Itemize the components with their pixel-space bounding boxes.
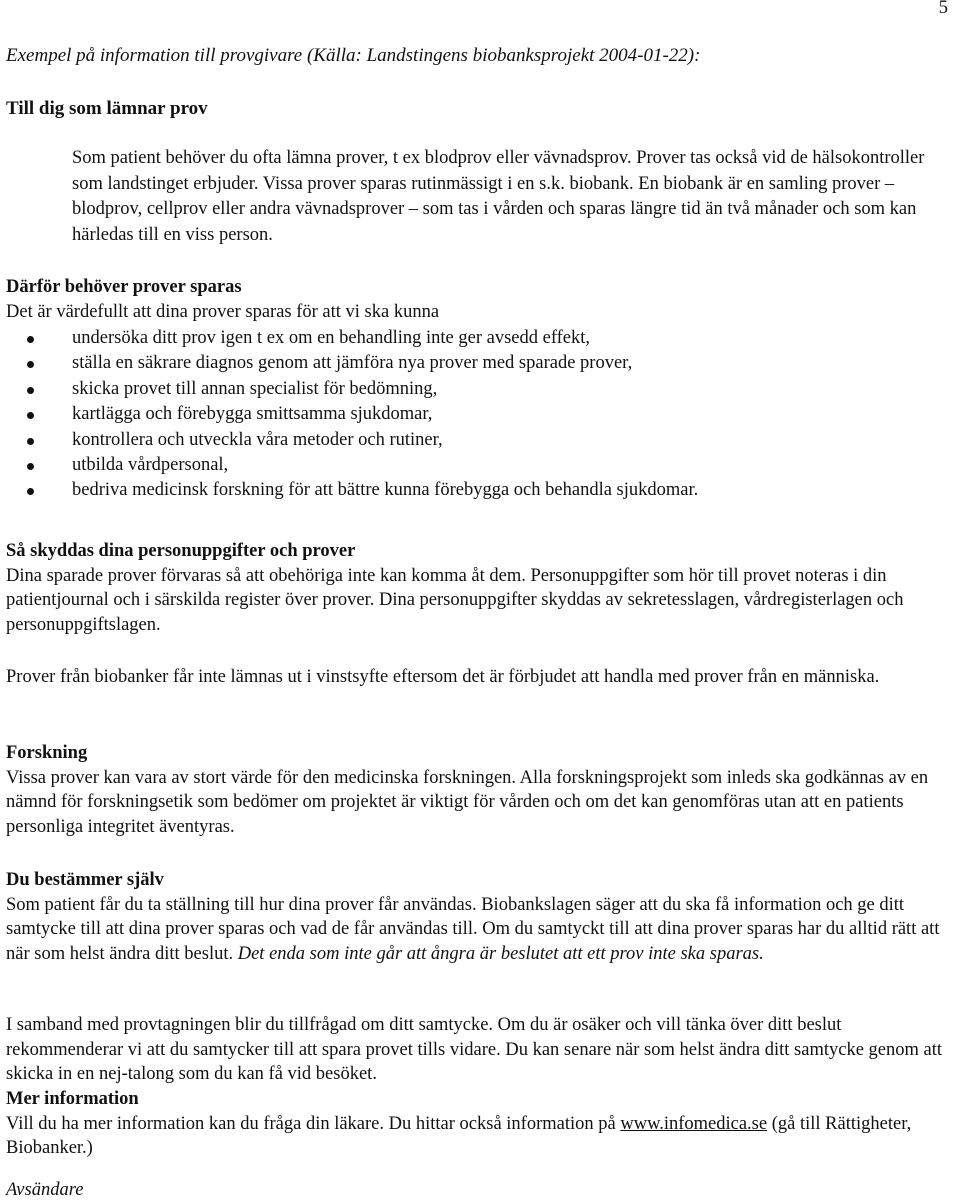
section-paragraph: Vill du ha mer information kan du fråga din läkare. Du hittar också information på www.infomedica.se (gå till Rättigheter, Biobanker.) <box>6 1113 912 1158</box>
section-protection <box>6 539 951 637</box>
section-heading: Forskning <box>6 743 88 763</box>
section-consent <box>6 1013 951 1087</box>
section-paragraph: Vissa prover kan vara av stort värde för den medicinska forskningen. Alla forskningsprojekt som inleds ska godkännas av en nämnd för forskningsetik som bedömer om projektet är viktigt för vården och om det kan genomföras utan att en patients personliga integritet äventyras. <box>6 767 929 837</box>
list-item: skicka provet till annan specialist för bedömning, <box>6 377 951 402</box>
bullet-icon <box>27 488 34 495</box>
intro-paragraph: Som patient behöver du ofta lämna prover, t ex blodprov eller vävnadsprov. Prover tas också vid de hälsokontroller som landstinget erbjuder. Vissa prover sparas rutinmässigt i en s.k. biobank. En biobank är en samling prover – blodprov, cellprov eller andra vävnadsprover – som tas i vården och sparas längre tid än två månader och som kan härledas till en viss person. <box>72 148 925 246</box>
list-item: bedriva medicinsk forskning för att bättre kunna förebygga och behandla sjukdomar. <box>6 478 951 503</box>
list-item: utbilda vårdpersonal, <box>6 453 951 478</box>
bullet-icon <box>27 463 34 470</box>
section-heading: Mer information <box>6 1089 139 1109</box>
section-why-saved <box>6 275 951 504</box>
bullet-icon <box>27 438 34 445</box>
section-heading: Därför behöver prover sparas <box>6 277 242 297</box>
page-number: 5 <box>938 0 948 18</box>
section-lead: Det är värdefullt att dina prover sparas för att vi ska kunna <box>6 301 440 322</box>
bullet-icon <box>27 336 34 343</box>
section-paragraph: I samband med provtagningen blir du tillfrågad om ditt samtycke. Om du är osäker och vill tänka över ditt beslut rekommenderar vi att du samtycker till att spara provet tills vidare. Du kan senare när som helst ändra ditt samtycke genom att skicka in en nej-talong som du kan få vid besöket. <box>6 1015 943 1084</box>
section-paragraph: Prover från biobanker får inte lämnas ut i vinstsyfte eftersom det är förbjudet att handla med prover från en människa. <box>6 667 880 687</box>
section-decide <box>6 868 951 966</box>
bullet-icon <box>27 361 34 368</box>
document-title: Till dig som lämnar prov <box>6 98 208 119</box>
source-line: Exempel på information till provgivare (Källa: Landstingens biobanksprojekt 2004-01-22): <box>6 45 701 66</box>
section-research <box>6 741 951 839</box>
section-paragraph: Dina sparade prover förvaras så att obehöriga inte kan komma åt dem. Personuppgifter som hör till provet noteras i din patientjournal och i särskilda register över prover. Dina personuppgifter skyddas av sekretesslagen, vårdregisterlagen och personuppgiftslagen. <box>6 565 904 635</box>
section-more-info <box>6 1087 951 1161</box>
bullet-icon <box>27 387 34 394</box>
list-item: kartlägga och förebygga smittsamma sjukdomar, <box>6 402 951 427</box>
section-heading: Så skyddas dina personuppgifter och prover <box>6 541 356 561</box>
section-paragraph: Som patient får du ta ställning till hur dina prover får användas. Biobankslagen säger att du ska få information och ge ditt samtycke till att dina prover sparas och vad de får användas till. Om du samtyckt till att dina prover sparas har du alltid rätt att när som helst ändra ditt beslut. Det enda som inte går att ångra är beslutet att ett prov inte ska sparas. <box>6 894 940 964</box>
list-item: ställa en säkrare diagnos genom att jämföra nya prover med sparade prover, <box>6 351 951 376</box>
bullet-list <box>6 326 951 504</box>
sender-label: Avsändare <box>6 1180 84 1200</box>
section-heading: Du bestämmer själv <box>6 870 164 890</box>
section-protection-trade <box>6 665 951 690</box>
infomedica-link[interactable]: www.infomedica.se <box>620 1113 768 1134</box>
bullet-icon <box>27 412 34 419</box>
list-item: undersöka ditt prov igen t ex om en behandling inte ger avsedd effekt, <box>6 326 951 351</box>
list-item: kontrollera och utveckla våra metoder och rutiner, <box>6 428 951 453</box>
emphasis-text: Det enda som inte går att ångra är beslutet att ett prov inte ska sparas. <box>237 943 764 964</box>
